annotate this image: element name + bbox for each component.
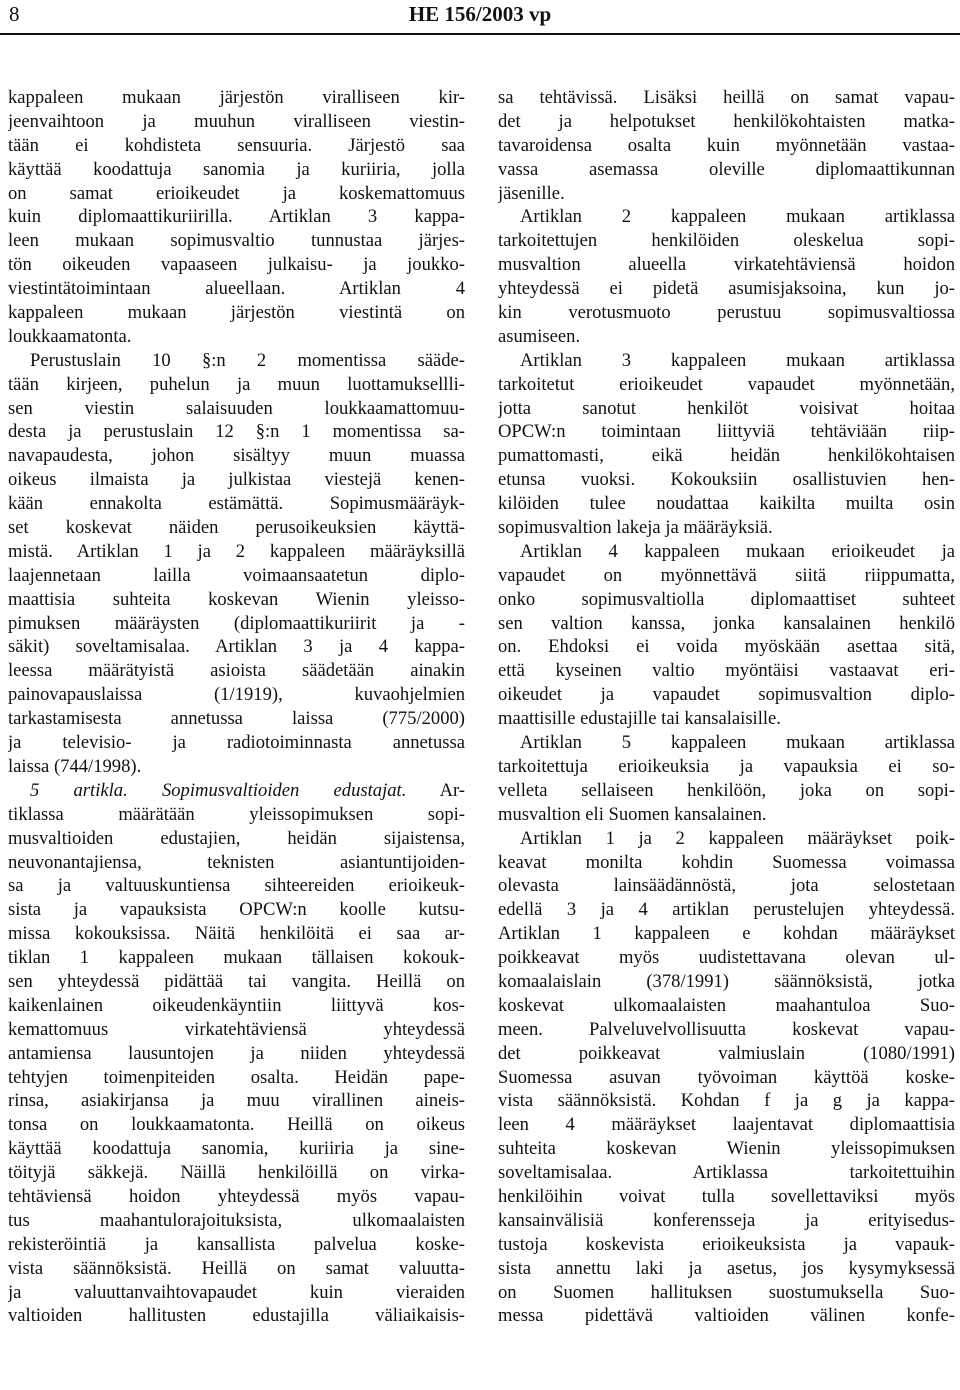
text-line: leen 4 määräykset laajentavat diplomaattisia (498, 1114, 955, 1136)
text-line: sa ja valtuuskuntiensa sihteereiden erioikeuk- (8, 875, 465, 897)
text-line: laissa (744/1998). (8, 755, 142, 777)
text-line: leen mukaan sopimusvaltio tunnustaa järjes- (8, 230, 465, 252)
right-column (498, 86, 955, 1328)
text-line: tiklassa määrätään yleissopimuksen sopi- (8, 803, 465, 825)
text-line: on samat erioikeudet ja koskemattomuus (8, 182, 465, 204)
text-line: loukkaamatonta. (8, 325, 132, 347)
text-line: vista säännöksistä. Kohdan f ja g ja kappa- (498, 1090, 955, 1112)
text-line: leessa määrätyistä asioista säädetään ainakin (8, 660, 465, 682)
text-line: det poikkeavat valmiuslain (1080/1991) (498, 1042, 955, 1064)
text-line: tavaroidensa osalta kuin myönnetään vastaa- (498, 134, 955, 156)
text-line: kemattomuus virkatehtäviensä yhteydessä (8, 1018, 465, 1040)
text-line: navapaudesta, johon sisältyy muun muassa (8, 445, 465, 467)
text-line: musvaltion eli Suomen kansalainen. (498, 803, 767, 825)
text-line: sen viestin salaisuuden loukkaamattomuu- (8, 397, 465, 419)
text-line: kin verotusmuoto perustuu sopimusvaltiossa (498, 302, 955, 324)
text-line: vassa asemassa oleville diplomaattikunnan (498, 158, 955, 180)
text-line: keavat monilta kohdin Suomessa voimassa (498, 851, 955, 873)
text-line: sen yhteydessä pidättää tai vangita. Heillä on (8, 970, 465, 992)
header-rule (0, 33, 960, 35)
text-line: poikkeavat myös uudistettavana olevan ul- (498, 947, 955, 969)
text-line: viestintätoimintaan alueellaan. Artiklan 4 (8, 278, 465, 300)
text-line: pimuksen määräysten (diplomaattikuriirit ja - (8, 612, 465, 634)
page-header (0, 0, 960, 30)
text-line: pumattomasti, eikä heidän henkilökohtaisen (498, 445, 955, 467)
text-line: tään kirjeen, puhelun ja muun luottamuksellli- (8, 373, 465, 395)
text-line: OPCW:n toimintaan liittyviä tehtäviään riip- (498, 421, 955, 443)
text-line: kilöiden tulee noudattaa kaikilta muilta osin (498, 493, 955, 515)
text-line: set koskevat näiden perusoikeuksien käyttä- (8, 517, 465, 539)
text-line: musvaltion alueella virkatehtäviensä hoidon (498, 254, 955, 276)
text-line: oikeudet ja vapaudet sopimusvaltion diplo- (498, 684, 955, 706)
text-line: velleta sellaiseen henkilöön, joka on sopi- (498, 779, 955, 801)
text-line: vapaudet on myönnettävä siitä riippumatta, (498, 564, 955, 586)
text-line: kään ennakolta estämättä. Sopimusmääräyk- (8, 493, 465, 515)
text-line: kaikenlainen oikeudenkäyntiin liittyvä kos- (8, 994, 465, 1016)
text-line: tään ei kohdisteta sensuuria. Järjestö saa (8, 134, 465, 156)
text-line: sista annettu laki ja asetus, jos kysymyksessä (498, 1257, 955, 1279)
text-line: komaalaislain (378/1991) säännöksistä, jotka (498, 970, 955, 992)
text-line: musvaltioiden edustajien, heidän sijaistensa, (8, 827, 465, 849)
text-line: det ja helpotukset henkilökohtaisten matka- (498, 110, 955, 132)
text-line: ja televisio- ja radiotoiminnasta annetussa (8, 732, 465, 754)
text-line: on. Ehdoksi ei voida myöskään asettaa sitä, (498, 636, 955, 658)
text-line: neuvonantajiensa, teknisten asiantuntijoiden- (8, 851, 465, 873)
text-line: soveltamisalaa. Artiklassa tarkoitettuihin (498, 1162, 955, 1184)
text-line: tus maahantulorajoituksista, ulkomaalaisten (8, 1209, 465, 1231)
text-line (8, 779, 465, 803)
text-line: tonsa on loukkaamatonta. Heillä on oikeus (8, 1114, 465, 1136)
text-line: antamiensa lausuntojen ja niiden yhteydessä (8, 1042, 465, 1064)
text-line: tehtäviensä hoidon yhteydessä myös vapau- (8, 1185, 465, 1207)
text-line: ja valuuttanvaihtovapaudet kuin vieraiden (8, 1281, 465, 1303)
text-line: kansainvälisiä konferensseja ja erityisedus- (498, 1209, 955, 1231)
text-line: säkit) soveltamisalaa. Artiklan 3 ja 4 kappa- (8, 636, 465, 658)
text-line: Artiklan 2 kappaleen mukaan artiklassa (520, 206, 955, 228)
text-line: edellä 3 ja 4 artiklan perustelujen yhteydessä. (498, 899, 955, 921)
text-line: että kyseinen valtio myöntäisi vastaavat eri- (498, 660, 955, 682)
text-line: rinsa, asiakirjansa ja muu virallinen aineis- (8, 1090, 465, 1112)
text-line: tehtyjen toimenpiteiden osalta. Heidän pape- (8, 1066, 465, 1088)
text-line: on Suomen hallituksen suostumuksella Suo- (498, 1281, 955, 1303)
text-line: kuin diplomaattikuriirilla. Artiklan 3 kappa- (8, 206, 465, 228)
text-line: rekisteröintiä ja kansallista palvelua koske- (8, 1233, 465, 1255)
text-line: painovapauslaissa (1/1919), kuvaohjelmien (8, 684, 465, 706)
text-line: yhteydessä ei pidetä asumisjaksoina, kun jo- (498, 278, 955, 300)
left-column (8, 86, 465, 1328)
text-line: Artiklan 4 kappaleen mukaan erioikeudet ja (520, 540, 955, 562)
text-line: maattisille edustajille tai kansalaisille. (498, 708, 781, 730)
section-heading: 5 artikla. Sopimusvaltioiden edustajat. (30, 779, 407, 801)
text-line: maattisia suhteita koskevan Wienin yleisso- (8, 588, 465, 610)
text-line: oikeus ilmaista ja julkistaa viestejä kenen- (8, 469, 465, 491)
text-line: koskevat ulkomaalaisten maahantuloa Suo- (498, 994, 955, 1016)
text-line: desta ja perustuslain 12 §:n 1 momentissa sa- (8, 421, 465, 443)
text-line: Artiklan 5 kappaleen mukaan artiklassa (520, 732, 955, 754)
text-line: valtioiden hallitusten edustajilla väliaikaisis- (8, 1305, 465, 1327)
text-line: jeenvaihtoon ja muuhun viralliseen viestin- (8, 110, 465, 132)
text-line: käyttää koodattuja sanomia, kuriiria ja sine- (8, 1138, 465, 1160)
text-line: jotta sanotut henkilöt voisivat hoitaa (498, 397, 955, 419)
text-line: asumiseen. (498, 325, 581, 347)
text-line: sa tehtävissä. Lisäksi heillä on samat vapau- (498, 87, 955, 108)
text-line: mistä. Artiklan 1 ja 2 kappaleen määräyksillä (8, 540, 465, 562)
text-line: Perustuslain 10 §:n 2 momentissa sääde- (30, 349, 465, 371)
text-line: kappaleen mukaan järjestön viestintä on (8, 302, 465, 324)
text-line: missa kokouksissa. Näitä henkilöitä ei saa ar- (8, 923, 465, 945)
text-line: tarkoitetut erioikeudet vapaudet myönnetään, (498, 373, 955, 395)
text-line: jäsenille. (498, 182, 565, 204)
text-line: Suomessa asuvan työvoiman käyttöä koske- (498, 1066, 955, 1088)
text-line-rest: Ar- (406, 779, 465, 801)
text-line: tiklan 1 kappaleen mukaan tällaisen kokouk- (8, 947, 465, 969)
text-line: käyttää koodattuja sanomia ja kuriiria, jolla (8, 158, 465, 180)
text-line: tön oikeuden vapaaseen julkaisu- ja joukko- (8, 254, 465, 276)
text-line: onko sopimusvaltiolla diplomaattiset suhteet (498, 588, 955, 610)
text-line: tustoja koskevista erioikeuksista ja vapauk- (498, 1233, 955, 1255)
text-line: sista ja vapauksista OPCW:n koolle kutsu- (8, 899, 465, 921)
text-line: etunsa vuoksi. Kokouksiin osallistuvien hen- (498, 469, 955, 491)
text-line: sen valtion kanssa, jonka kansalainen henkilö (498, 612, 955, 634)
text-line: henkilöihin voivat tulla sovellettaviksi myös (498, 1185, 955, 1207)
text-line: Artiklan 3 kappaleen mukaan artiklassa (520, 349, 955, 371)
text-line: kappaleen mukaan järjestön viralliseen kir- (8, 87, 465, 108)
text-line: laajennetaan lailla voimaansaatetun diplo- (8, 564, 465, 586)
text-line: töityjä säkkejä. Näillä henkilöillä on virka- (8, 1162, 465, 1184)
document-id: HE 156/2003 vp (408, 2, 552, 26)
page-number: 8 (9, 2, 20, 26)
text-line: tarkoitettuja erioikeuksia ja vapauksia ei so- (498, 755, 955, 777)
text-line: olevasta lainsäädännöstä, jota selostetaan (498, 875, 955, 897)
text-line: tarkoitettujen henkilöiden oleskelua sopi- (498, 230, 955, 252)
text-line: sopimusvaltion lakeja ja määräyksiä. (498, 517, 773, 539)
text-line: Artiklan 1 ja 2 kappaleen määräykset poik- (520, 827, 955, 849)
text-line: tarkastamisesta annetussa laissa (775/2000) (8, 708, 465, 730)
text-line: vista säännöksistä. Heillä on samat valuutta- (8, 1257, 465, 1279)
text-line: Artiklan 1 kappaleen e kohdan määräykset (498, 923, 955, 945)
text-line: suhteita koskevan Wienin yleissopimuksen (498, 1138, 955, 1160)
text-line: messa pidettävä valtioiden välinen konfe- (498, 1305, 955, 1327)
text-line: meen. Palveluvelvollisuutta koskevat vapau- (498, 1018, 955, 1040)
